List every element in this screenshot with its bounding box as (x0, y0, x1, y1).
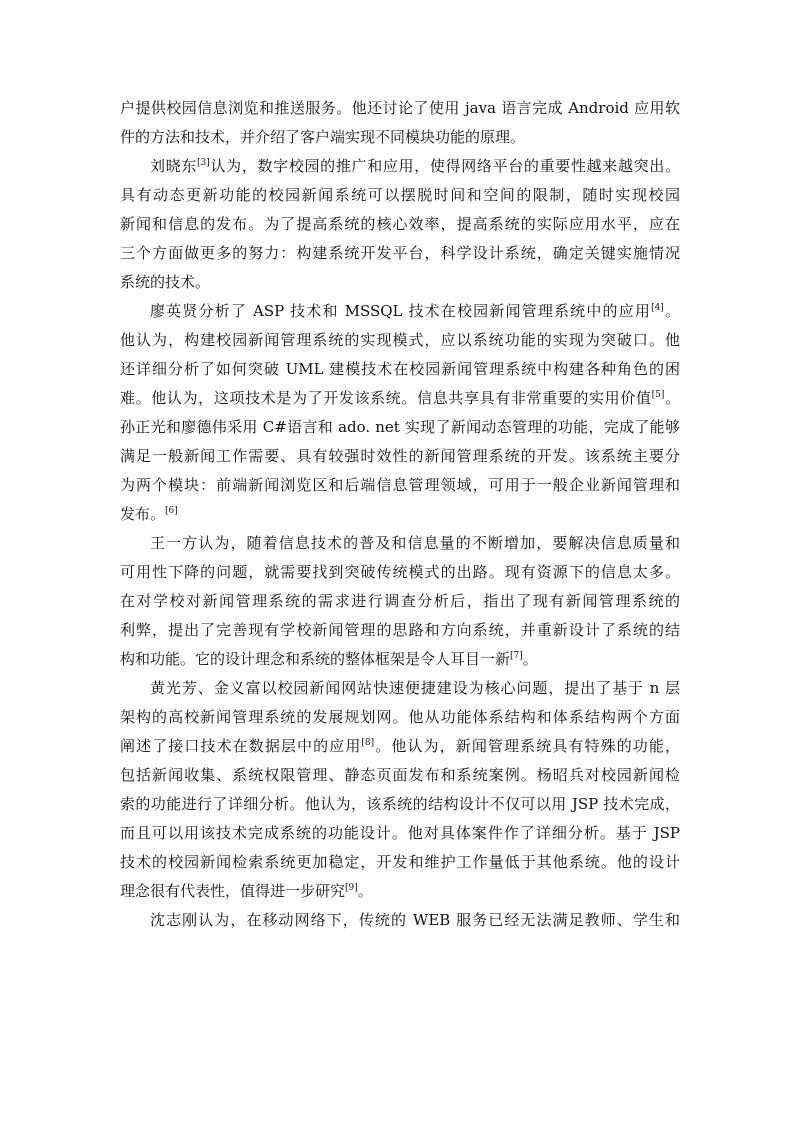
line-text: 技术的校园新闻检索系统更加稳定，开发和维护工作量低于其他系统。他的设计 (120, 853, 680, 871)
citation-ref: [6] (165, 506, 178, 516)
line-text: 廖英贤分析了 ASP 技术和 MSSQL 技术在校园新闻管理系统中的应用 (150, 302, 652, 320)
text-line (120, 761, 680, 790)
paragraph (120, 297, 680, 529)
text-line (120, 906, 680, 935)
line-text: 构和功能。它的设计理念和系统的整体框架是令人耳目一新 (120, 650, 511, 668)
line-text: 王一方认为，随着信息技术的普及和信息量的不断增加，要解决信息质量和 (150, 534, 680, 552)
text-line (120, 587, 680, 616)
line-text-after: 。 (357, 882, 373, 900)
citation-ref: [9] (345, 883, 358, 893)
text-line (120, 297, 680, 326)
line-text: 阐述了接口技术在数据层中的应用 (120, 737, 362, 755)
text-line (120, 326, 680, 355)
line-text: 而且可以用该技术完成系统的功能设计。他对具体案件作了详细分析。基于 JSP (120, 824, 680, 842)
line-text: 件的方法和技术，并介绍了客户端实现不同模块功能的原理。 (120, 128, 526, 146)
line-text: 还详细分析了如何突破 UML 建模技术在校园新闻管理系统中构建各种角色的困 (120, 360, 680, 378)
text-line (120, 384, 680, 413)
body-text (120, 94, 680, 935)
line-text: 刘晓东 (150, 157, 198, 175)
text-line (120, 413, 680, 442)
line-text: 为两个模块：前端新闻浏览区和后端信息管理领域，可用于一般企业新闻管理和 (120, 476, 680, 494)
text-line (120, 616, 680, 645)
text-line (120, 645, 680, 674)
paragraph (120, 906, 680, 935)
line-text: 黄光芳、金义富以校园新闻网站快速便捷建设为核心问题，提出了基于 n 层 (150, 679, 680, 697)
text-line (120, 94, 680, 123)
text-line (120, 442, 680, 471)
line-text: 在对学校对新闻管理系统的需求进行调查分析后，指出了现有新闻管理系统的 (120, 592, 680, 610)
text-line (120, 732, 680, 761)
line-text: 索的功能进行了详细分析。他认为，该系统的结构设计不仅可以用 JSP 技术完成， (120, 795, 680, 813)
line-text: 难。他认为，这项技术是为了开发该系统。信息共享具有非常重要的实用价值 (120, 389, 652, 407)
line-text: 户提供校园信息浏览和推送服务。他还讨论了使用 java 语言完成 Android 应用软 (120, 99, 680, 117)
text-line (120, 123, 680, 152)
paragraph (120, 674, 680, 906)
text-line (120, 471, 680, 500)
line-text: 利弊，提出了完善现有学校新闻管理的思路和方向系统，并重新设计了系统的结 (120, 621, 680, 639)
citation-ref: [8] (361, 738, 375, 748)
line-text: 孙正光和廖德伟采用 C#语言和 ado. net 实现了新闻动态管理的功能，完成了能够 (120, 418, 680, 436)
line-text: 三个方面做更多的努力：构建系统开发平台，科学设计系统，确定关键实施情况 (120, 244, 680, 262)
line-text: 具有动态更新功能的校园新闻系统可以摆脱时间和空间的限制，随时实现校园 (120, 186, 680, 204)
line-text-after: 认为，数字校园的推广和应用，使得网络平台的重要性越来越突出。 (209, 157, 680, 175)
text-line (120, 181, 680, 210)
text-line (120, 355, 680, 384)
citation-ref: [3] (197, 158, 210, 168)
line-text-after: 。他认为，新闻管理系统具有特殊的功能， (374, 737, 680, 755)
text-line (120, 268, 680, 297)
line-text: 理念很有代表性，值得进一步研究 (120, 882, 346, 900)
line-text-after: 。 (522, 650, 538, 668)
text-line (120, 152, 680, 181)
line-text: 新闻和信息的发布。为了提高系统的核心效率，提高系统的实际应用水平，应在 (120, 215, 680, 233)
line-text: 他认为，构建校园新闻管理系统的实现模式，应以系统功能的实现为突破口。他 (120, 331, 680, 349)
line-text: 沈志刚认为，在移动网络下，传统的 WEB 服务已经无法满足教师、学生和 (150, 911, 680, 929)
citation-ref: [5] (651, 390, 665, 400)
line-text: 满足一般新闻工作需要、具有较强时效性的新闻管理系统的开发。该系统主要分 (120, 447, 680, 465)
line-text: 包括新闻收集、系统权限管理、静态页面发布和系统案例。杨昭兵对校园新闻检 (120, 766, 680, 784)
citation-ref: [4] (651, 303, 664, 313)
line-text: 系统的技术。 (120, 273, 211, 291)
line-text-after: 。 (663, 302, 680, 320)
text-line (120, 848, 680, 877)
text-line (120, 210, 680, 239)
line-text: 发布。 (120, 505, 166, 523)
text-line (120, 558, 680, 587)
paragraph (120, 152, 680, 297)
text-line (120, 674, 680, 703)
line-text: 架构的高校新闻管理系统的发展规划网。他从功能体系结构和体系结构两个方面 (120, 708, 680, 726)
line-text: 可用性下降的问题，就需要找到突破传统模式的出路。现有资源下的信息太多。 (120, 563, 680, 581)
paragraph (120, 94, 680, 152)
line-text-after: 。 (664, 389, 680, 407)
text-line (120, 819, 680, 848)
text-line (120, 703, 680, 732)
text-line (120, 877, 680, 906)
text-line (120, 790, 680, 819)
text-line (120, 500, 680, 529)
text-line (120, 239, 680, 268)
text-line (120, 529, 680, 558)
paragraph (120, 529, 680, 674)
citation-ref: [7] (510, 651, 523, 661)
